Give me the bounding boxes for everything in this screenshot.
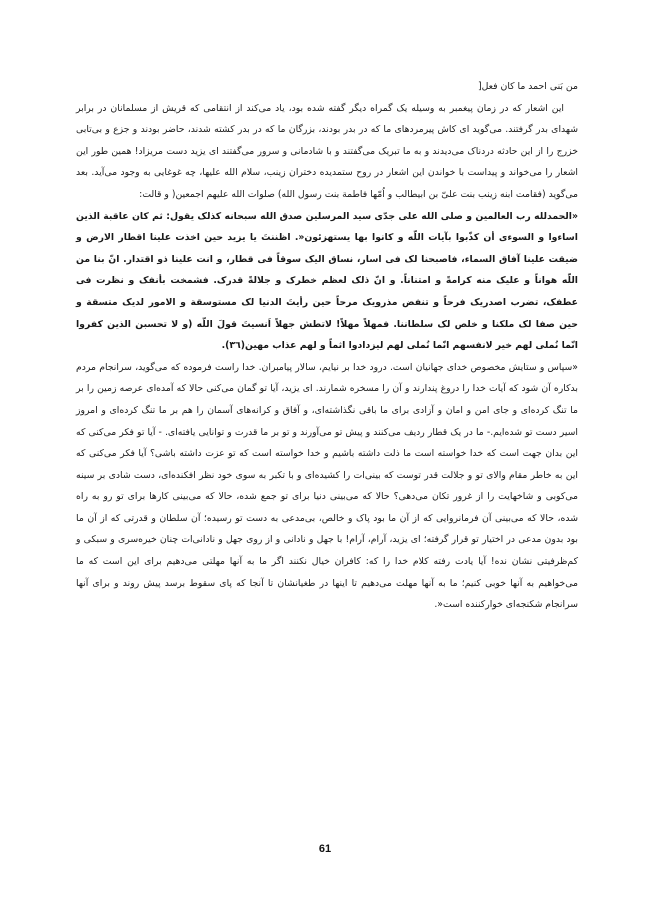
page-number: 61 [318,843,332,855]
paragraph-arabic-sermon: «الحمدلله رب العالمین و صلی الله علی جدّی سید المرسلین صدق الله سبحانه کذلک یقول: ثم کان عاقبة الذین اساءوا و السوءی أن کذّبوا بآیات اللّه و کانوا بها یستهزئون«. اظننتَ یا یزید حین اخذت علینا اقطار الارض و ضیقت علینا آفاق السماء، فاصبحنا لک فی اسار، نساق الیک سوقاً فی قطار، و انت علینا ذو اقتدار. انّ بنا من اللّه هواناً و علیک منه کرامةً و امتناناً. و انّ ذلک لعظم خطرک و جلالةً قدرک. فشمخت بأنفک و نظرت فی عطفک، تضرب اصدریک فرحاً و تنفض مذرویک مرحاً حین رأیتَ الدنیا لک مستوسقة و الامور لدیک متسقة و حین صفا لک ملکنا و خلص لک سلطاننا. فمهلاً مهلاً! لاتطش جهلاً اَنسیتَ قولَ اللّه (و لا تحسبن الذین کفروا انّما نُملی لهم خیر لانفسهم انّما نُملی لهم لیزدادوا اثماً و لهم عذاب مهین(٣٦). [76,210,578,352]
paragraph-commentary: این اشعار که در زمان پیغمبر به وسیله یک گمراه دیگر گفته شده بود، یاد می‌کند از انتقامی که قریش از مسلمانان در برابر شهدای بدر گرفتند. می‌گوید ای کاش پیرمردهای ما که در بدر بودند، بزرگان ما که در بدر کشته شدند، حاضر بودند و جزع و بی‌تابی خزرج را از این حادثه دردناک می‌دیدند و به ما تبریک می‌گفتند و با شادمانی و سرور می‌گفتند ای یزید دست مریزاد! همین طور این اشعار را می‌خواند و پیداست با خواندن این اشعار در روح ستمدیده دختران زینب، سلام الله علیها، چه غوغایی به وجود می‌آید. بعد می‌گوید (فقامت ابنه زینب بنت علیّ بن ابیطالب و اُمّها فاطمة بنت رسول الله) صلوات الله علیهم اجمعین( و قالت: [76,102,578,200]
body-text [76,76,578,616]
verse-heading: من بَنی احمد ما کان فعل[ [477,81,578,92]
paragraph-translation: «سپاس و ستایش مخصوص خدای جهانیان است. درود خدا بر نیایم، سالار پیامبران. خدا راست فرموده که می‌گوید، سرانجام مردم بدکاره آن شود که آیات خدا را دروغ پندارند و آن را مسخره شمارند. ای یزید، آیا تو گمان می‌کنی حالا که آمده‌ای عرصه زمین را بر ما تنگ کرده‌ای و جای امن و امان و آزادی برای ما باقی نگذاشته‌ای، و آفاق و کرانه‌های آسمان را هم بر ما تنگ کرده‌ای و امروز اسیر دست تو شده‌ایم.- ما در یک قطار ردیف می‌کنند و پیش تو می‌آورند و تو بر ما قدرت و توانایی یافته‌ای. - آیا تو فکر می‌کنی که این بدان جهت است که خدا خواسته است ما ذلت داشته باشیم و خدا خواسته است که تو عزت داشته باشی؟ آیا فکر می‌کنی که این به خاطر مقام والای تو و جلالت قدر توست که بینی‌ات را کشیده‌ای و با تکبر به سوی خود نظر افکنده‌ای، دست شادی بر سینه می‌کوبی و شاخهایت را از غرور تکان می‌دهی؟ حالا که می‌بینی دنیا برای تو جمع شده، حالا که می‌بینی کارها برای تو رو به راه شده، حالا که می‌بینی آن فرمانروایی که از آن ما بود پاک و خالص، بی‌مدعی به دست تو رسیده؛ آن سلطان و قدرتی که از آن ما بود بدون مدعی در اختیار تو قرار گرفته؛ ای یزید، آرام، آرام! با جهل و نادانی و از روی جهل و نادانی‌ات چنان خیره‌سری و سبکی و کم‌ظرفیتی نشان نده! آیا یادت رفته کلام خدا را که: کافران خیال نکنند اگر ما به آنها مهلتی می‌دهیم برای این است که ما می‌خواهیم به آنها خوبی کنیم؛ ما به آنها مهلت می‌دهیم تا اینها در طغیانشان تا آنجا که پای سقوط برسد پیش روند و برای آنها سرانجام شکنجه‌ای خوارکننده است«. [76,361,578,611]
